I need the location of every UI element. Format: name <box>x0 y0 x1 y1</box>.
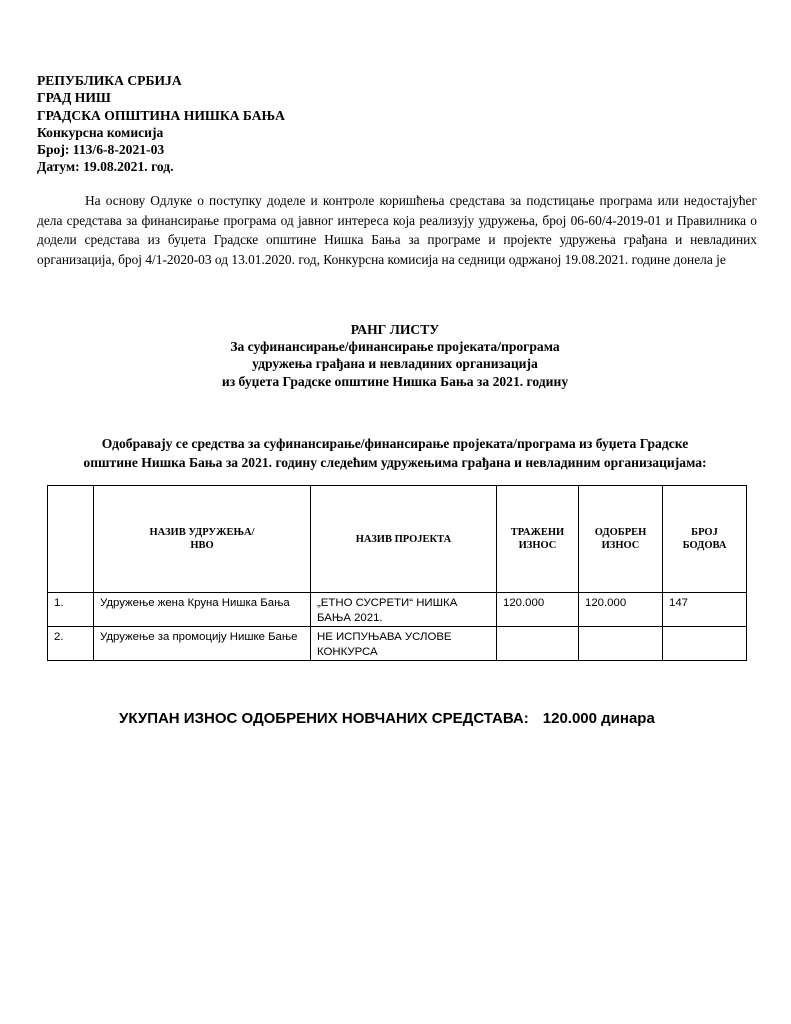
approval-line-2: општине Нишка Бања за 2021. годину следећим удружењима грађана и невладиним организацијама: <box>83 455 707 470</box>
cell-project: „ЕТНО СУСРЕТИ“ НИШКА БАЊА 2021. <box>311 593 497 627</box>
header-num <box>48 486 94 593</box>
document-header <box>37 72 285 176</box>
intro-section <box>37 191 757 269</box>
total-label: УКУПАН ИЗНОС ОДОБРЕНИХ НОВЧАНИХ СРЕДСТАВА: <box>119 710 529 727</box>
header-approved <box>579 486 663 593</box>
table-header-row <box>48 486 747 593</box>
intro-paragraph: На основу Одлуке о поступку доделе и контроле коришћења средстава за подстицање програма или недостајућег дела средстава за финансирање програма од јавног интереса која реализују удружења, број 06-60/4-2019-01 и Правилника о додели средстава из буџета Градске општине Нишка Бања за програме и пројекте удружења грађана и невладиних организација, број 4/1-2020-03 од 13.01.2020. год, Конкурсна комисија на седници одржаној 19.08.2021. године донела је <box>37 193 757 267</box>
header-municipality: ГРАДСКА ОПШТИНА НИШКА БАЊА <box>37 107 285 123</box>
table-row <box>48 627 747 661</box>
ranking-table <box>47 485 747 661</box>
header-points <box>663 486 747 593</box>
cell-num: 1. <box>48 593 94 627</box>
header-organization-line-2: НВО <box>190 540 214 551</box>
cell-points: 147 <box>663 593 747 627</box>
header-project <box>311 486 497 593</box>
table-row <box>48 593 747 627</box>
cell-num: 2. <box>48 627 94 661</box>
cell-requested <box>497 627 579 661</box>
header-number: Број: 113/6-8-2021-03 <box>37 142 165 158</box>
total-amount-line <box>119 710 655 727</box>
cell-organization: Удружење жена Круна Нишка Бања <box>94 593 311 627</box>
title-line-2: За суфинансирање/финансирање пројеката/програма <box>230 339 560 355</box>
cell-organization: Удружење за промоцију Нишке Бање <box>94 627 311 661</box>
header-republic: РЕПУБЛИКА СРБИЈА <box>37 73 182 88</box>
header-points-line-2: БОДОВА <box>682 540 727 551</box>
header-organization <box>94 486 311 593</box>
cell-approved <box>579 627 663 661</box>
header-city: ГРАД НИШ <box>37 90 111 106</box>
header-organization-line-1: НАЗИВ УДРУЖЕЊА/ <box>149 527 255 538</box>
document-title <box>60 321 730 390</box>
cell-approved: 120.000 <box>579 593 663 627</box>
header-points-line-1: БРОЈ <box>691 527 718 538</box>
title-line-4: из буџета Градске општине Нишка Бања за 2021. годину <box>221 373 569 389</box>
title-line-3: удружења грађана и невладиних организација <box>252 356 538 372</box>
header-approved-line-2: ИЗНОС <box>601 540 640 551</box>
approval-line-1: Одобравају се средства за суфинансирање/финансирање пројеката/програма из буџета Градске <box>101 436 689 451</box>
header-date: Датум: 19.08.2021. год. <box>37 159 174 175</box>
header-requested-line-1: ТРАЖЕНИ <box>510 527 565 538</box>
header-requested <box>497 486 579 593</box>
header-commission: Конкурсна комисија <box>37 124 164 140</box>
cell-points <box>663 627 747 661</box>
approval-statement <box>30 434 760 472</box>
total-amount: 120.000 динара <box>542 710 655 727</box>
cell-requested: 120.000 <box>497 593 579 627</box>
header-requested-line-2: ИЗНОС <box>518 540 557 551</box>
title-main: РАНГ ЛИСТУ <box>350 322 440 337</box>
header-approved-line-1: ОДОБРЕН <box>594 527 647 538</box>
cell-project: НЕ ИСПУЊАВА УСЛОВЕ КОНКУРСА <box>311 627 497 661</box>
header-project-label: НАЗИВ ПРОЈЕКТА <box>355 533 452 545</box>
